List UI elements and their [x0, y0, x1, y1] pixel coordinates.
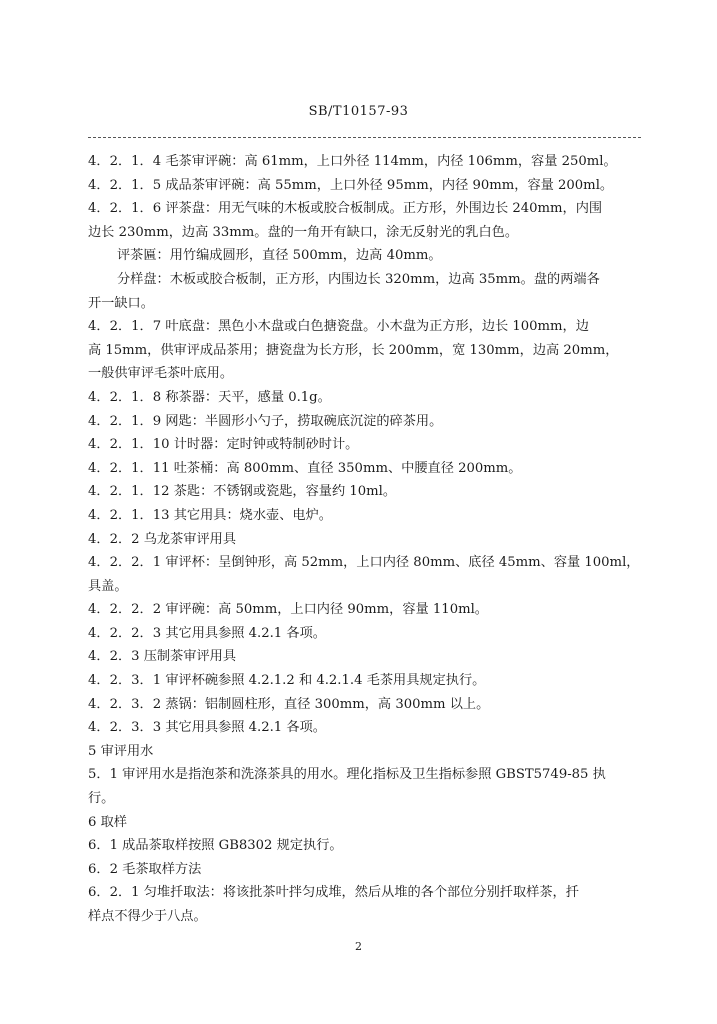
- text-line: 4．2．1．5 成品茶审评碗：高 55mm，上口外径 95mm，内径 90mm，容量 200ml。: [88, 177, 614, 193]
- text-line: 4．2．1．8 称茶器：天平，感量 0.1g。: [88, 389, 331, 405]
- text-line: 4．2．1．4 毛茶审评碗：高 61mm，上口外径 114mm，内径 106mm，容量 250ml。: [88, 154, 617, 169]
- text-line: 样点不得少于八点。: [88, 909, 207, 924]
- text-line: 4．2．1．6 评茶盘：用无气味的木板或胶合板制成。正方形，外围边长 240mm，内围: [88, 201, 603, 217]
- text-line: 4．2．2．3 其它用具参照 4.2.1 各项。: [88, 625, 326, 641]
- text-line: 4．2．2 乌龙茶审评用具: [88, 531, 237, 547]
- text-line: 4．2．1．13 其它用具：烧水壶、电炉。: [88, 507, 332, 523]
- text-line: 4．2．2．1 审评杯：呈倒钟形，高 52mm，上口内径 80mm、底径 45mm、容量 100ml，: [88, 555, 640, 571]
- text-line: 分样盘：木板或胶合板制，正方形，内围边长 320mm，边高 35mm。盘的两端各: [117, 271, 600, 287]
- text-line: 6．2 毛茶取样方法: [88, 861, 202, 877]
- text-line: 4．2．2．2 审评碗：高 50mm，上口内径 90mm，容量 110ml。: [88, 602, 488, 618]
- text-line: 高 15mm，供审评成品茶用；搪瓷盘为长方形，长 200mm，宽 130mm，边高 20mm，: [88, 342, 619, 358]
- text-line: 具盖。: [88, 578, 128, 594]
- text-line: 评茶匾：用竹编成圆形，直径 500mm，边高 40mm。: [117, 248, 442, 264]
- text-line: 4．2．1．9 网匙：半圆形小勺子，捞取碗底沉淀的碎茶用。: [88, 413, 443, 429]
- text-line: 4．2．3．3 其它用具参照 4.2.1 各项。: [88, 720, 326, 736]
- text-line: 6 取样: [88, 814, 127, 830]
- text-line: 4．2．1．11 吐茶桶：高 800mm、直径 350mm、中腰直径 200mm。: [88, 460, 522, 476]
- text-line: 4．2．1．12 茶匙：不锈钢或瓷匙，容量约 10ml。: [88, 484, 397, 500]
- document-body: [88, 150, 641, 929]
- page-number: 2: [355, 940, 362, 953]
- text-line: 一般供审评毛茶叶底用。: [88, 366, 234, 382]
- text-line: 边长 230mm，边高 33mm。盘的一角开有缺口，涂无反射光的乳白色。: [88, 224, 519, 240]
- header-rule: [88, 137, 641, 138]
- text-line: 4．2．3．1 审评杯碗参照 4.2.1.2 和 4.2.1.4 毛茶用具规定执行。: [88, 673, 486, 689]
- text-line: 4．2．3．2 蒸锅：铝制圆柱形，直径 300mm，高 300mm 以上。: [88, 696, 490, 712]
- text-line: 5．1 审评用水是指泡茶和洗涤茶具的用水。理化指标及卫生指标参照 GBST5749-85 执: [88, 767, 606, 783]
- document-code: SB/T10157-93: [308, 104, 409, 119]
- text-line: 4．2．1．10 计时器：定时钟或特制砂时计。: [88, 437, 359, 453]
- text-line: 5 审评用水: [88, 743, 154, 759]
- text-line: 开一缺口。: [88, 295, 154, 311]
- text-line: 行。: [88, 791, 115, 807]
- text-line: 4．2．1．7 叶底盘：黑色小木盘或白色搪瓷盘。小木盘为正方形，边长 100mm，边: [88, 319, 589, 335]
- text-line: 4．2．3 压制茶审评用具: [88, 649, 237, 665]
- text-line: 6．2．1 匀堆扦取法：将该批茶叶拌匀成堆，然后从堆的各个部位分别扦取样茶，扦: [88, 885, 579, 901]
- text-line: 6．1 成品茶取样按照 GB8302 规定执行。: [88, 838, 343, 854]
